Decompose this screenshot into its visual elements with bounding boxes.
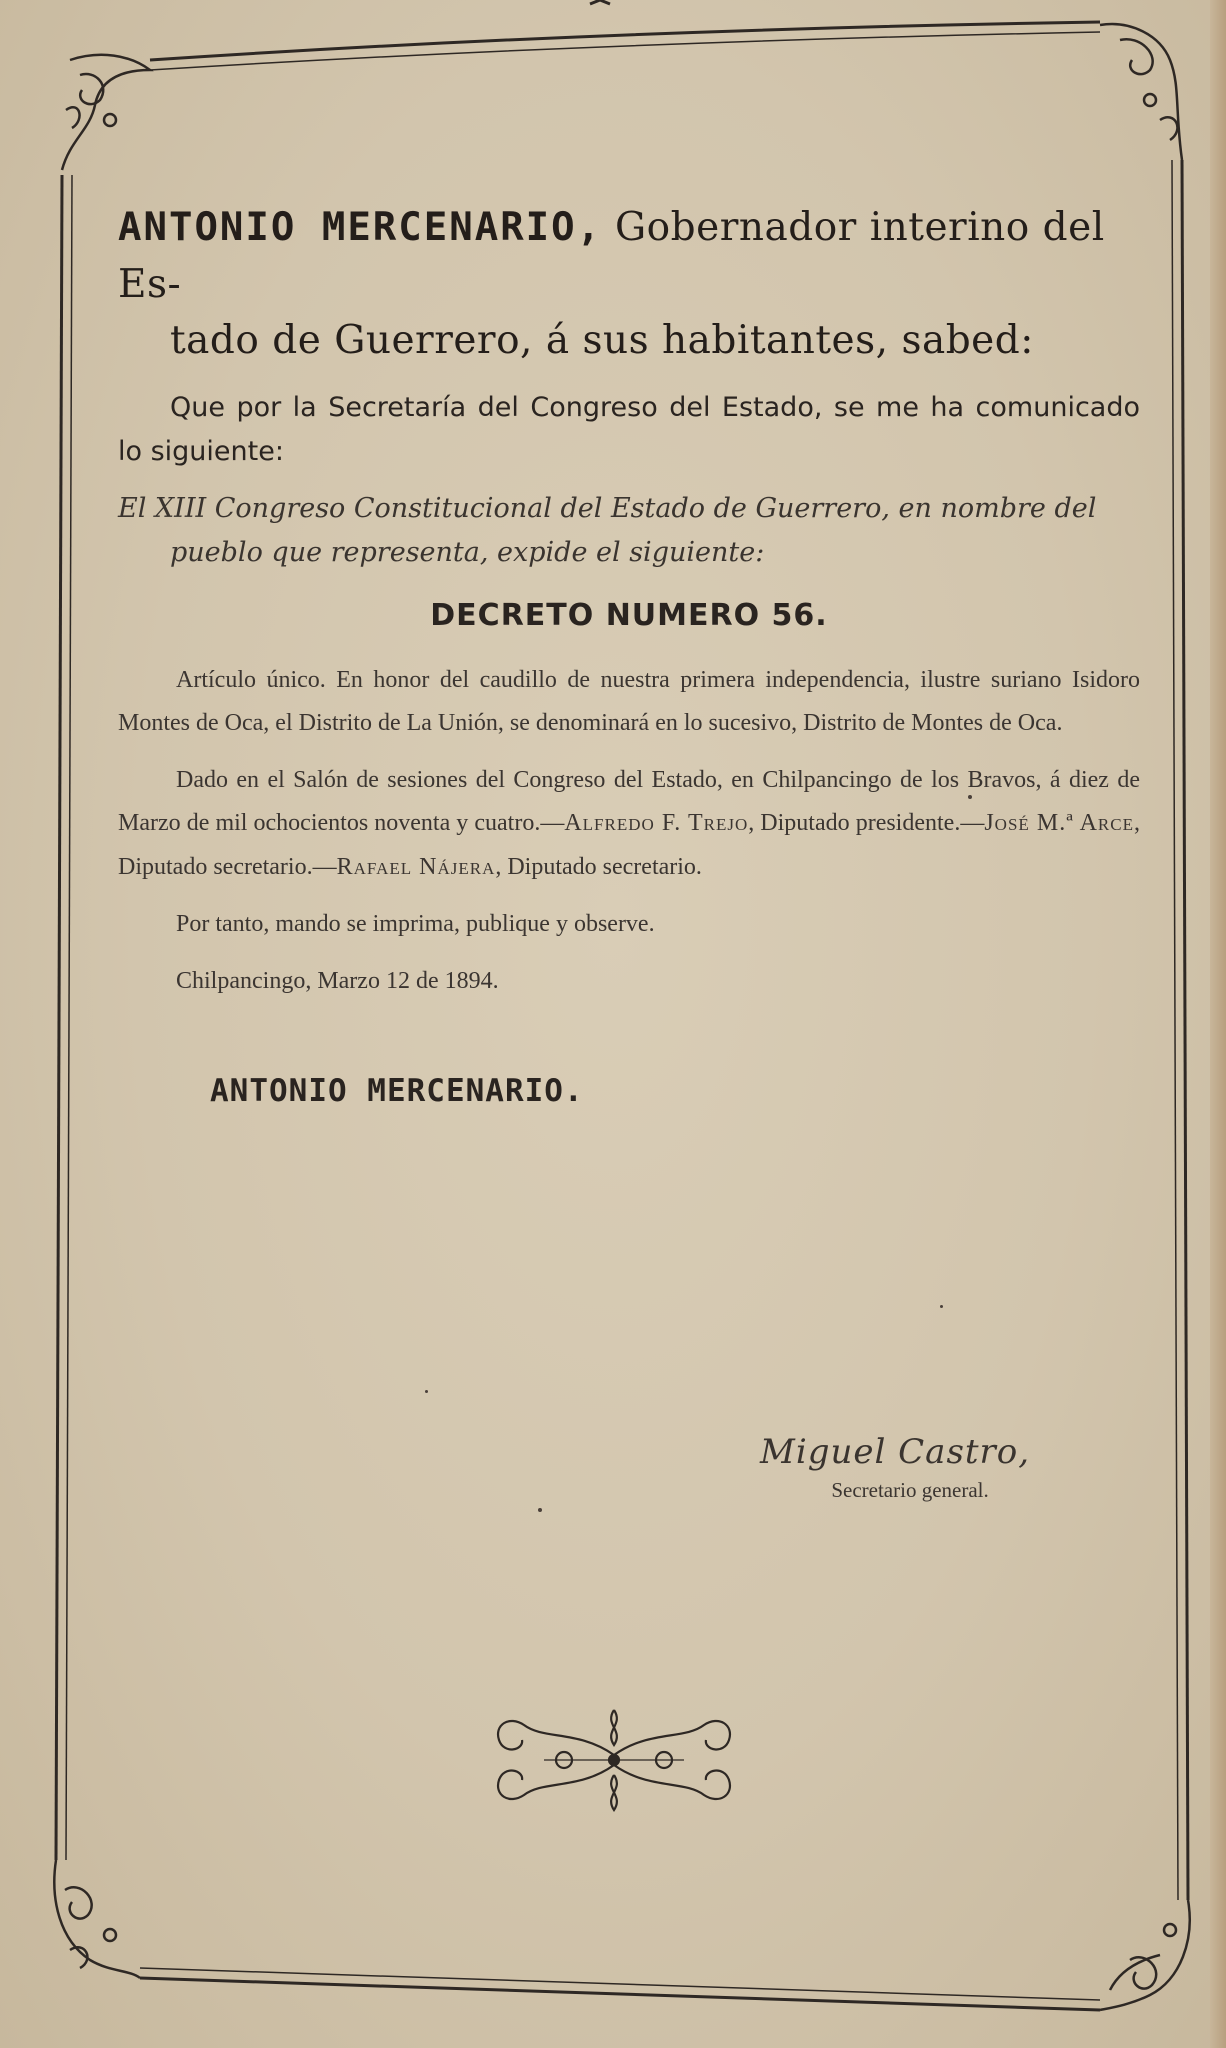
intro-paragraph: Que por la Secretaría del Congreso del Estado, se me ha comunicado lo siguiente: xyxy=(118,391,1140,468)
central-ornament-icon xyxy=(484,1700,744,1820)
secretary-role: Secretario general. xyxy=(831,1478,989,1502)
preamble-line2: pueblo que representa, expide el siguiente: xyxy=(170,537,765,569)
order-paragraph: Por tanto, mando se imprima, publique y observe. xyxy=(176,910,655,937)
date-line: Chilpancingo, Marzo 12 de 1894. xyxy=(176,967,499,994)
document-body xyxy=(118,200,1140,1109)
heading-line2: tado de Guerrero, á sus habitantes, sabed: xyxy=(170,318,1034,364)
decree-title: DECRETO NUMERO 56. xyxy=(430,597,828,633)
secretary-signature-block xyxy=(760,1432,1030,1503)
secretary-name: Miguel Castro, xyxy=(760,1432,1031,1472)
signatory-trejo-role: , Diputado presidente.— xyxy=(748,810,985,837)
paper-speck xyxy=(538,1508,542,1512)
paper-speck xyxy=(425,1390,428,1393)
governor-signature: ANTONIO MERCENARIO. xyxy=(210,1073,584,1110)
governor-name: ANTONIO MERCENARIO, xyxy=(118,205,603,250)
preamble xyxy=(118,487,1140,576)
paper-speck xyxy=(940,1305,943,1308)
given-text: Dado en el Salón de sesiones del Congreso del Estado, en Chilpancingo de los Bravos, á diez de Marzo de mil ochocientos noventa y cuatro.— xyxy=(118,767,1140,837)
signatory-najera-role: , Diputado secretario. xyxy=(495,853,702,880)
signatory-arce: José M.ª Arce xyxy=(984,810,1134,837)
signatory-najera: Rafael Nájera xyxy=(336,853,496,880)
signatory-arce-role: , Diputado secretario.— xyxy=(118,810,1140,880)
given-paragraph xyxy=(118,759,1140,889)
article-paragraph: Artículo único. En honor del caudillo de nuestra primera independencia, ilustre suriano Isidoro Montes de Oca, el Distrito de La Unión, se denominará en lo sucesivo, Distrito de Montes de Oca. xyxy=(118,666,1140,737)
proclamation-heading xyxy=(118,200,1140,370)
paper-speck xyxy=(968,795,972,799)
heading-line1: Gobernador interino del Es- xyxy=(118,205,1105,307)
signatory-trejo: Alfredo F. Trejo xyxy=(564,810,749,837)
preamble-line1: El XIII Congreso Constitucional del Estado de Guerrero, en nombre del xyxy=(118,492,1097,524)
